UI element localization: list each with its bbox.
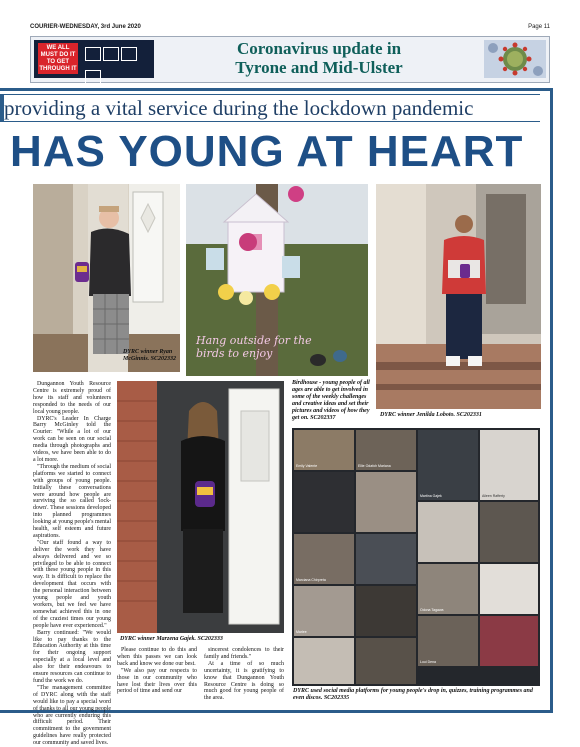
handwash-icon [121, 47, 137, 61]
video-tile [356, 534, 416, 584]
video-tile [480, 616, 538, 666]
video-tile [356, 430, 416, 470]
caption-birdhouse: Birdhouse - young people of all ages are able to get involved in some of the weekly challenges and creative ideas and set their pictures and videos of how they get on. SC202337 [292, 380, 370, 421]
photo-ryan [33, 184, 180, 372]
campaign-icons [84, 45, 150, 71]
video-tile [418, 564, 478, 614]
running-header [30, 24, 550, 36]
caption-ryan: DYRC winner Ryan McGinnis. SC202332 [123, 349, 177, 362]
campaign-slogan: WE ALL MUST DO IT TO GET THROUGH IT [39, 45, 77, 72]
participant-name: Emily Valente [296, 464, 318, 468]
caption-jenilda: DYRC winner Jenilda Loboto. SC202331 [380, 412, 482, 418]
participant-name: Ellie Odafoh Mariana [358, 464, 391, 468]
kicker-bar [0, 94, 540, 122]
section-title [161, 39, 477, 77]
section-title-line2: Tyrone and Mid-Ulster [235, 58, 403, 77]
headline: HAS YOUNG AT HEART [10, 127, 524, 176]
article-paragraph: Dungannon Youth Resource Centre is extremely proud of how its staff and volunteers responded to the needs of our local young people. [33, 381, 111, 415]
page-number: Page 11 [528, 24, 550, 30]
article-column-3 [204, 647, 284, 702]
video-tile [418, 430, 478, 500]
article-paragraph: "Our staff found a way to deliver the work they have always delivered and we so privileged to be able to connect with these young people in this way. It is difficult to replace the development that occurs with the personal interaction between young people and youth workers, but we feel we have somewhat achieved this in one of the craziest times our young people have ever experienced." [33, 539, 111, 629]
article-paragraph: "Through the medium of social platforms we started to connect with groups of young people. Initially these conversations were around how people are surviving the so called 'lock-down'. These sessions developed into planned programmes looking at young people's mental health, self esteem and future aspirations. [33, 463, 111, 539]
article-paragraph: "We also pay our respects to those in our community who have lost their lives over this period of time and send our [117, 667, 197, 695]
house-icon [85, 47, 101, 61]
article-paragraph: DYRC's Leader In Charge Barry McGinley told the Courier: "While a lot of our work can be seen on our social media through photographs and videos, we have been able to do a lot more. [33, 415, 111, 463]
video-tile [294, 430, 354, 470]
participant-name: Loui Dena [420, 660, 436, 664]
participant-name: Martina Gajek [420, 494, 442, 498]
participant-name: Aileen Rafferty [482, 494, 505, 498]
paper-date: COURIER-WEDNESDAY, 3rd June 2020 [30, 24, 141, 30]
video-tile [294, 534, 354, 584]
video-tile [356, 472, 416, 532]
mask-icon [85, 70, 101, 84]
article-paragraph: sincerest condolences to their family and friends." [204, 647, 284, 660]
photo-jenilda [376, 184, 541, 409]
video-tile [418, 502, 478, 562]
distance-icon [103, 47, 119, 61]
article-paragraph: At a time of so much uncertainty, it is gratifying to know that Dungannon Youth Resource Centre is doing so much good for young people of the area. [204, 660, 284, 702]
campaign-logo [34, 40, 154, 78]
article-paragraph: Please continue to do this and when this passes we can look back and know we done our best. [117, 647, 197, 667]
birdhouse-sign: Hang outside for the birds to enjoy [196, 334, 312, 360]
photo-birdhouse [186, 184, 368, 376]
video-tile [294, 472, 354, 532]
caption-marzena: DYRC winner Marzena Gajek. SC202333 [120, 636, 223, 642]
article-column-2 [117, 647, 197, 695]
video-tile [294, 638, 354, 684]
photo-marzena [117, 381, 284, 633]
video-tile [294, 586, 354, 636]
video-tile [356, 586, 416, 636]
video-tile [480, 430, 538, 500]
participant-name: Marciana Chirpreta [296, 578, 326, 582]
section-title-line1: Coronavirus update in [236, 39, 402, 58]
article-paragraph: "The management committee of DYRC along with the staff would like to pay a special word of thanks to all our young people who are currently enduring this difficult period. Their commitment to the government guidelines have really protected our community and saved lives. [33, 684, 111, 747]
virus-image [484, 40, 546, 78]
photo-zoom-grid [292, 428, 540, 686]
article-column-1 [33, 381, 111, 747]
kicker-text: providing a vital service during the lockdown pandemic [4, 95, 540, 121]
article-paragraph: Barry continued: "We would like to pay thanks to the Education Authority at this time for their ongoing support especially at a local level and also for their endeavours to ensure resources can continue to fund the work we do. [33, 629, 111, 684]
participant-name: Marlee [296, 630, 307, 634]
section-banner [30, 36, 550, 83]
video-tile [480, 564, 538, 614]
video-tile [480, 502, 538, 562]
caption-zoom: DYRC used social media platforms for young people's drop in, quizzes, training programmes and even discos. SC202335 [293, 688, 533, 701]
video-tile [356, 638, 416, 684]
video-tile [418, 616, 478, 666]
participant-name: Odona Tagawa [420, 608, 444, 612]
